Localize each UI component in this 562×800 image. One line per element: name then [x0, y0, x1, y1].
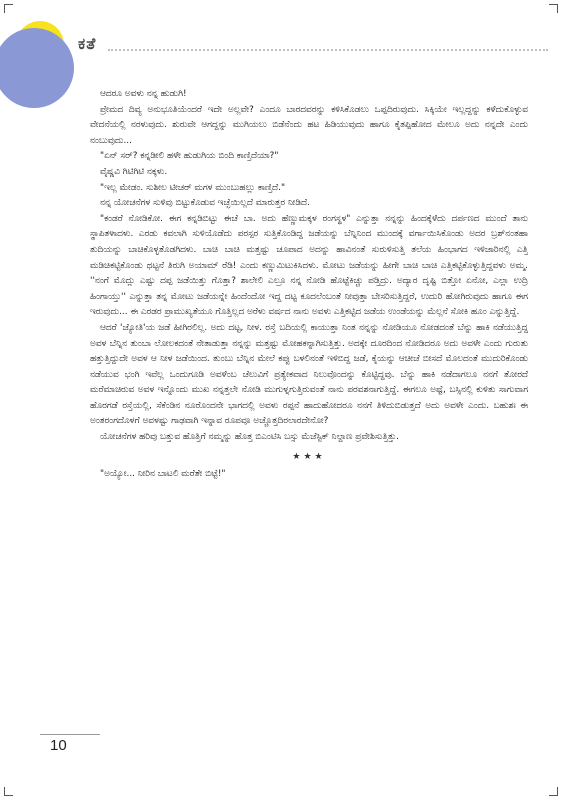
- section-title: ಕತೆ: [78, 34, 97, 53]
- page-number: 10: [50, 737, 67, 754]
- story-paragraph: ಯೋಚನೆಗಳ ಹರಿವು ಬತ್ತುವ ಹೊತ್ತಿಗೆ ನಮ್ಮನ್ನು ಹೊತ್ತ ಬಿಎಂಟಿಸಿ ಬಸ್ಸು ಮೆಜೆಸ್ಟಿಕ್ ನಿಲ್ದಾಣ ಪ್ರವೇಶಿಸುತ್ತಿತ್ತು.: [100, 432, 399, 443]
- story-paragraph: ಪ್ರೇಮದ ದಿವ್ಯ ಅನುಭೂತಿಯೆಂದರೆ ಇದೇ ಅಲ್ಲವೇ? ಎಂದೂ ಬಾರದವರನ್ನು ಕಳಿಸಿಕೊಡಲು ಒಪ್ಪದಿರುವುದು. ಸಿಕ್ಕಿಯೇ ಇಲ್ಲದ್ದನ್ನು ಕಳೆದುಕೊಳ್ಳುವ ವೇದನೆಯಲ್ಲಿ ನರಳುವುದು. ಶುರುವೇ ಆಗದ್ದನ್ನು ಮುಗಿಯಲು ಬಿಡೆನೆಂದು ಹಟ ಹಿಡಿಯುವುದು ಹಾಗೂ ಕೈತಪ್ಪಿಹೋದ ಮೇಲೂ ಅದು ನನ್ನದೇ ಎಂದು ನಂಬುವುದು...: [90, 104, 528, 146]
- header-dotted-rule: [108, 49, 548, 51]
- footer-rule: [40, 734, 100, 735]
- story-paragraph: ಆದರೂ ಅವಳು ನನ್ನ ಹುಡುಗಿ!: [100, 89, 187, 99]
- story-paragraph: "ಅಯ್ಯೋ... ನೀರಿನ ಬಾಟಲಿ ಮರೆತೇ ಬಿಟ್ಟೆ!": [100, 469, 226, 480]
- story-body: [90, 87, 528, 737]
- story-paragraph: "ಇಲ್ಲ ಮೇಡಂ. ಸುಶೀಲ ಟೀಚರ್ ಮಗಳ ಮುಂಬುಹಲ್ಲು ಕಾಣ್ತಿದೆ.": [100, 182, 286, 193]
- story-paragraph: "ಏನ್ ಸರ್? ಕನ್ನಡೀಲಿ ಹಳೇ ಹುಡುಗಿಯ ಬಿಂದಿ ಕಾಣ್ತಿದೆಯಾ?": [100, 151, 279, 162]
- crop-mark-bottom-right: [549, 787, 558, 796]
- story-paragraph: "ಕಂಡರೆ ನೋಡಿಕೋ. ಈಗ ಕನ್ನಡಿಬಿಟ್ಟು ಈಚೆ ಬಾ. ಅದು ಹೆಣ್ಣುಮಕ್ಕಳ ರಂಗಸ್ಥಳ" ಎನ್ನುತ್ತಾ ನನ್ನನ್ನು ಹಿಂದಕ್ಕೆಳೆದು ದರ್ಪಣದ ಮುಂದೆ ತಾನು ಸ್ಥಾಪಿತಳಾದಳು. ಎರಡು ಕವಲಾಗಿ ಸುಳಿಯೊಡೆದು ಪರಸ್ಪರ ಸುತ್ತಿಕೊಂಡಿದ್ದ ಜಡೆಯನ್ನು ಬೆನ್ನಿನಿಂದ ಮುಂದಕ್ಕೆ ವರ್ಗಾಯಿಸಿಕೊಂಡು ಅದರ ಬ್ರಶ್‌ನಂತಹಾ ತುದಿಯನ್ನು ಬಾಚಿಕೊಳ್ಳತೊಡಗಿದಳು. ಬಾಚಿ ಬಾಚಿ ಮತ್ತಷ್ಟು ಚೂಪಾದ ಅದನ್ನು ಹಾವಿನಂತೆ ಸುರುಳಿಸುತ್ತಿ ತಲೆಯ ಹಿಂಭಾಗದ ಇಳಿಜಾರಿನಲ್ಲಿ ಎತ್ತಿ ಮಡಿಚಿಕಟ್ಟಿಕೊಂಡು ಥಟ್ಟನೆ ತಿರುಗಿ ಅಯಾಮ್ ರೆಡಿ! ಎಂದು ಕಣ್ಣುಮಿಟುಕಿಸಿದಳು. ಮೋಟು ಜಡೆಯನ್ನು ಹೀಗೇ ಬಾಚಿ ಬಾಚಿ ಎತ್ತಿಕಟ್ಟಿಕೊಳ್ಳುತ್ತಿದ್ದವಳು ಅಮ್ಮ. ''ನಂಗೆ ಮೊದ್ಲು ಎಷ್ಟು ದಪ್ಪ ಜಡೆಯಿತ್ತು ಗೊತ್ತಾ? ಶಾಲೇಲಿ ಎಲ್ರೂ ನನ್ನ ನೋಡಿ ಹೊಟ್ಟೆಕಿಚ್ಚು ಪಡ್ತಿದ್ರು. ಅದ್ಯಾರ ದೃಷ್ಟಿ ಬಿತ್ತೋ ಏನೋ, ಎಲ್ಲಾ ಉದ್ರಿ ಹಿಂಗಾಯ್ತು'' ಎನ್ನುತ್ತಾ ತನ್ನ ಮೋಟು ಜಡೆಯನ್ನೇ ಹಿಂದೆಂದೋ ಇದ್ದ ದಟ್ಟ ಕೂದಲೆಂಬಂತೆ ನೀವುತ್ತಾ ಬೇಸರಿಸುತ್ತಿದ್ದರೆ, ಉದುರಿ ಹೋಗಿರುವುದು ಹಾಗೂ ಈಗ ಇರುವುದು... ಈ ಎರಡರ ಪ್ರಾಮುಖ್ಯತೆಯೂ ಗೊತ್ತಿಲ್ಲದ ಅರೆಳು ವರ್ಷದ ನಾನು ಅವಳು ಎತ್ತಿಕಟ್ಟಿದ ಜಡೆಯ ಉಂಡೆಯನ್ನು ಮೆಲ್ಲನೆ ಸೋಕಿ ಹೂಂ ಎನ್ನುತ್ತಿದ್ದೆ.: [90, 213, 528, 318]
- section-separator: ★★★: [292, 451, 326, 462]
- crop-mark-bottom-left: [4, 787, 13, 796]
- crop-mark-top-right: [549, 4, 558, 13]
- story-paragraph: ನನ್ನ ಯೋಚನೆಗಳ ಸುಳಿವು ಬಿಟ್ಟುಕೊಡುವ ಇಚ್ಛೆಯಿಲ್ಲದೆ ಮಾರುತ್ತರ ನೀಡಿದೆ.: [100, 198, 310, 209]
- story-paragraph: ಆದರೆ 'ಜ್ಯೋತಿ'ಯ ಜಡೆ ಹೀಗಿರಲಿಲ್ಲ. ಅದು ದಟ್ಟ, ನೀಳ. ರಸ್ತೆ ಬದಿಯಲ್ಲಿ ಕಾಯುತ್ತಾ ನಿಂತ ನನ್ನನ್ನು ನೋಡಿಯೂ ನೋಡದಂತೆ ಬೆನ್ನು ಹಾಕಿ ನಡೆಯುತ್ತಿದ್ದ ಅವಳ ಬೆನ್ನಿನ ತುಂಬಾ ಲೋಲಕದಂತೆ ನೇತಾಡುತ್ತಾ ನನ್ನನ್ನು ಮತ್ತಷ್ಟು ಮೋಹಕನ್ನಾಗಿಸುತ್ತಿತ್ತು. ಅದಕ್ಕೇ ದೂರದಿಂದ ನೋಡಿದರೂ ಅದು ಅವಳೇ ಎಂದು ಗುರುತು ಹತ್ತುತ್ತಿದ್ದುದೇ ಅವಳ ಆ ನೀಳ ಜಡೆಯಿಂದ. ತುಂಬು ಬೆನ್ನಿನ ಮೇಲೆ ಕಪ್ಪು ಬಳಲಿನಂತೆ ಇಳಿಬಿದ್ದ ಜಡೆ, ಕೈಯನ್ನು ಆಚೀಚೆ ಬೀಸದೆ ಮೊಲದಂತೆ ಮುದುರಿಕೊಂಡು ನಡೆಯುವ ಭಂಗಿ ಇವೆಲ್ಲ ಒಂದುಗೂಡಿ ಅವಳೆಂಬ ಚೆಲುವಿಗೆ ಪ್ರತ್ಯೇಕವಾದ ನಿಲುವೊಂದನ್ನು ಕೊಟ್ಟಿದ್ದವು. ಬೆನ್ನು ಹಾಕಿ ನಡೆದಾಗಲೂ ನನಗೆ ತೋರದೆ ಮರೆಮಾಚಿರುವ ಅವಳ ಇನ್ನೊಂದು ಮುಖ ನನ್ನತ್ತಲೇ ನೋಡಿ ಮುಗುಳ್ನಗುತ್ತಿರುವಂತೆ ನಾನು ಪರವಶನಾಗುತ್ತಿದ್ದೆ. ಈಗಲೂ ಅಷ್ಟೆ, ಬಸ್ಸಿನಲ್ಲಿ ಕುಳಿತು ಸಾಗುವಾಗ ಹೊರಗಡೆ ರಸ್ತೆಯಲ್ಲಿ, ಸೆಕೆಂಡಿನ ನೂರೊಂದನೇ ಭಾಗದಲ್ಲಿ ಅವಳು ರಪ್ಪನೆ ಹಾದುಹೋದರೂ ನನಗೆ ತಿಳಿದುಬಿಡುತ್ತದೆ ಅದು ಅವಳೇ ಎಂದು. ಬಹುಶಃ ಈ ಅಂತರಂಗದೊಳಗೆ ಅವಳಷ್ಟು ಗಾಢವಾಗಿ ಇನ್ನಾವ ರೂಪವೂ ಅಚ್ಚೊತ್ತದಿರಲಾರದೇನೋ?: [90, 322, 528, 427]
- story-paragraph: ವೈಷ್ಣವಿ ಗಿಟಿಗಿಟಿ ನಕ್ಕಳು.: [100, 166, 168, 177]
